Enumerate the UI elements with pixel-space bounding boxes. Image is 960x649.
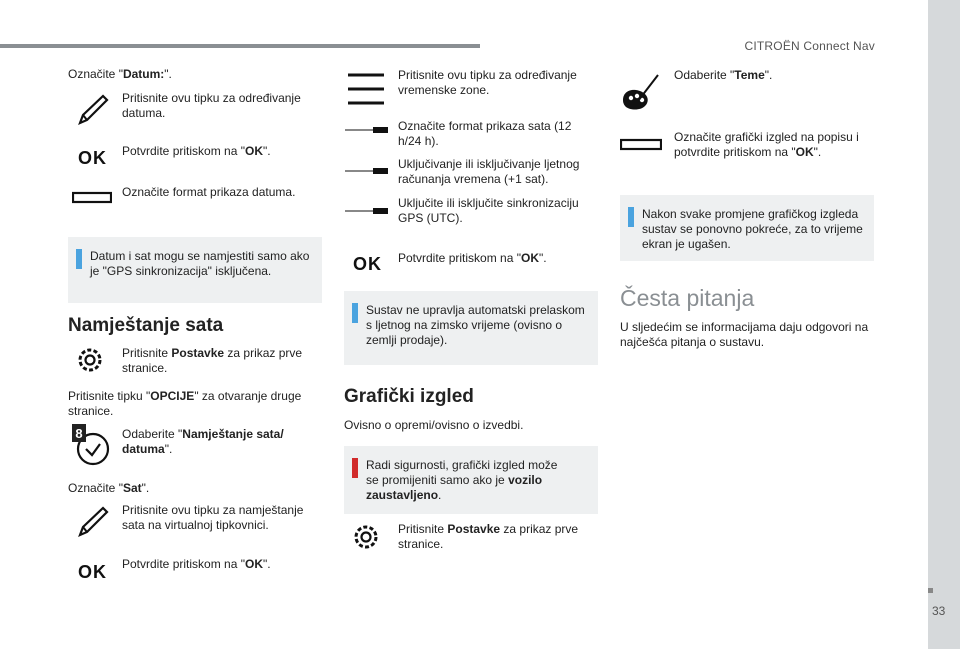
info-note [68, 237, 322, 303]
gear-icon [75, 345, 105, 375]
warning-note [344, 446, 598, 514]
step-settings: Pritisnite Postavke za prikaz prve stranice. [122, 346, 303, 375]
info-note-text: Sustav ne upravlja automatski prelaskom s ljetnog na zimsko vrijeme (ovisno o zemlji prodaje). [366, 303, 585, 347]
step-clock-date: Odaberite "Namještanje sata/ datuma". [122, 427, 284, 456]
heading-clock: Namještanje sata [68, 315, 224, 336]
info-note-text: Nakon svake promjene grafičkog izgleda sustav se ponovno pokreće, za to vrijeme ekran je ugašen. [642, 207, 863, 251]
ok-icon: OK [78, 148, 107, 168]
step-select-hour: Označite "Sat". [68, 481, 150, 495]
step-settings: Pritisnite Postavke za prikaz prve stranice. [398, 522, 579, 551]
format-bar-icon [620, 138, 662, 152]
ok-icon: OK [353, 254, 382, 274]
info-note [620, 195, 874, 261]
info-icon [628, 207, 634, 227]
pencil-icon [76, 93, 110, 127]
pencil-icon [76, 505, 110, 539]
faq-intro: U sljedećim se informacijama daju odgovori na najčešća pitanja o sustavu. [620, 320, 869, 349]
clock-icon [72, 424, 112, 468]
step-gps-sync: Uključite ili isključite sinkronizaciju GPS (UTC). [398, 196, 579, 225]
format-bar-icon [72, 191, 112, 205]
page-marker [928, 588, 933, 593]
palette-icon [620, 73, 662, 113]
info-icon [76, 249, 82, 269]
info-icon [352, 303, 358, 323]
page-header: CITROËN Connect Nav [744, 39, 875, 53]
select-date-text: Označite "Datum:". [68, 67, 172, 81]
step-theme-select: Označite grafički izgled na popisu i potvrdite pritiskom na "OK". [674, 130, 859, 159]
step-themes: Odaberite "Teme". [674, 68, 773, 82]
gear-icon [351, 522, 381, 552]
step-date-format: Označite format prikaza datuma. [122, 185, 296, 199]
step-hour-format: Označite format prikaza sata (12 h/24 h). [398, 119, 572, 148]
heading-faq: Česta pitanja [620, 285, 755, 311]
slider-icon [345, 206, 389, 216]
step-clock-keyboard: Pritisnite ovu tipku za namještanje sata na virtualnoj tipkovnici. [122, 503, 304, 532]
step-confirm: Potvrdite pritiskom na "OK". [122, 557, 271, 571]
slider-icon [345, 125, 389, 135]
slider-icon [345, 166, 389, 176]
page-number: 33 [932, 604, 946, 618]
heading-graphics: Grafički izgled [344, 386, 474, 407]
ok-icon: OK [78, 562, 107, 582]
info-note-text: Datum i sat mogu se namjestiti samo ako je "GPS sinkronizacija" isključena. [90, 249, 310, 278]
step-confirm: Potvrdite pritiskom na "OK". [398, 251, 547, 265]
warning-icon [352, 458, 358, 478]
warning-note-text: Radi sigurnosti, grafički izgled može se promijeniti samo ako je vozilo zaustavljeno. [366, 458, 558, 502]
graphics-intro: Ovisno o opremi/ovisno o izvedbi. [344, 418, 524, 432]
info-note [344, 291, 598, 365]
step-timezone: Pritisnite ovu tipku za određivanje vremenske zone. [398, 68, 577, 97]
step-daylight-saving: Uključivanje ili isključivanje ljetnog računanja vremena (+1 sat). [398, 157, 580, 186]
step-confirm: Potvrdite pritiskom na "OK". [122, 144, 271, 158]
menu-icon [347, 72, 385, 106]
side-band [928, 0, 960, 649]
svg-text:8: 8 [75, 426, 83, 441]
step-options: Pritisnite tipku "OPCIJE" za otvaranje druge stranice. [68, 389, 302, 418]
step-date-edit: Pritisnite ovu tipku za određivanje datuma. [122, 91, 301, 120]
top-accent-bar [0, 44, 480, 48]
